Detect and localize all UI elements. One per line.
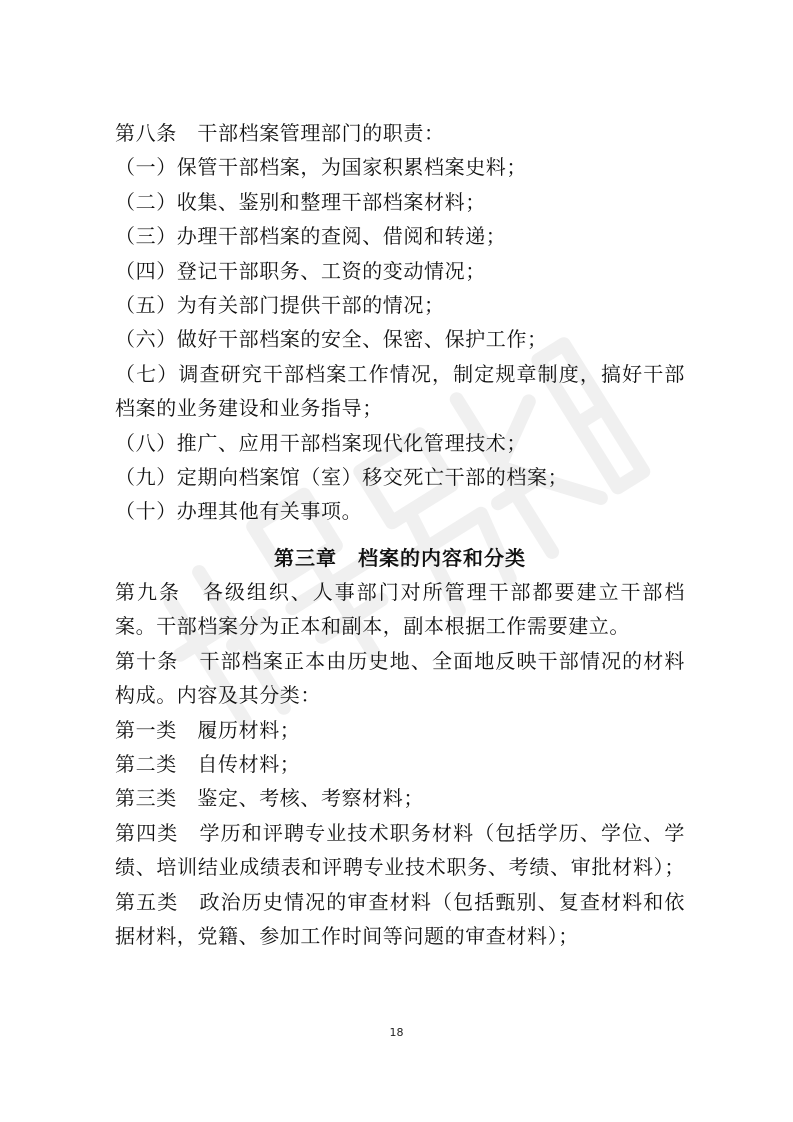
text-line: （八）推广、应用干部档案现代化管理技术； (115, 430, 527, 455)
text-line: 第九条 各级组织、人事部门对所管理干部都要建立干部档 (115, 580, 685, 605)
document-body (115, 116, 685, 953)
text-line: 第十条 干部档案正本由历史地、全面地反映干部情况的材料 (115, 648, 685, 673)
section-gap (115, 529, 685, 541)
text-line: （十）办理其他有关事项。 (115, 499, 363, 524)
text-line: 据材料，党籍、参加工作时间等问题的审查材料）； (115, 923, 579, 948)
text-line: 绩、培训结业成绩表和评聘专业技术职务、考绩、审批材料）； (115, 855, 685, 880)
text-line: 构成。内容及其分类： (115, 683, 321, 708)
text-line: 第一类 履历材料； (115, 717, 301, 742)
page-number: 18 (389, 1026, 404, 1039)
text-line: 案。干部档案分为正本和副本，副本根据工作需要建立。 (115, 614, 630, 639)
text-line: （六）做好干部档案的安全、保密、保护工作； (115, 327, 548, 352)
chapter-title: 第三章 档案的内容和分类 (274, 545, 526, 570)
text-line: 第二类 自传材料； (115, 752, 301, 777)
text-line: 第四类 学历和评聘专业技术职务材料（包括学历、学位、学 (115, 820, 685, 845)
text-line: （三）办理干部档案的查阅、借阅和转递； (115, 224, 507, 249)
text-line: 档案的业务建设和业务指导； (115, 396, 383, 421)
text-line: （二）收集、鉴别和整理干部档案材料； (115, 189, 486, 214)
text-line: （一）保管干部档案，为国家积累档案史料； (115, 155, 527, 180)
text-line: 第五类 政治历史情况的审查材料（包括甄别、复查材料和依 (115, 889, 685, 914)
text-line: （九）定期向档案馆（室）移交死亡干部的档案； (115, 464, 569, 489)
text-line: （七）调查研究干部档案工作情况，制定规章制度，搞好干部 (115, 361, 685, 386)
text-line: （四）登记干部职务、工资的变动情况； (115, 258, 486, 283)
text-line: 第八条 干部档案管理部门的职责： (115, 121, 445, 145)
text-line: （五）为有关部门提供干部的情况； (115, 292, 445, 317)
text-line: 第三类 鉴定、考核、考察材料； (115, 786, 424, 811)
